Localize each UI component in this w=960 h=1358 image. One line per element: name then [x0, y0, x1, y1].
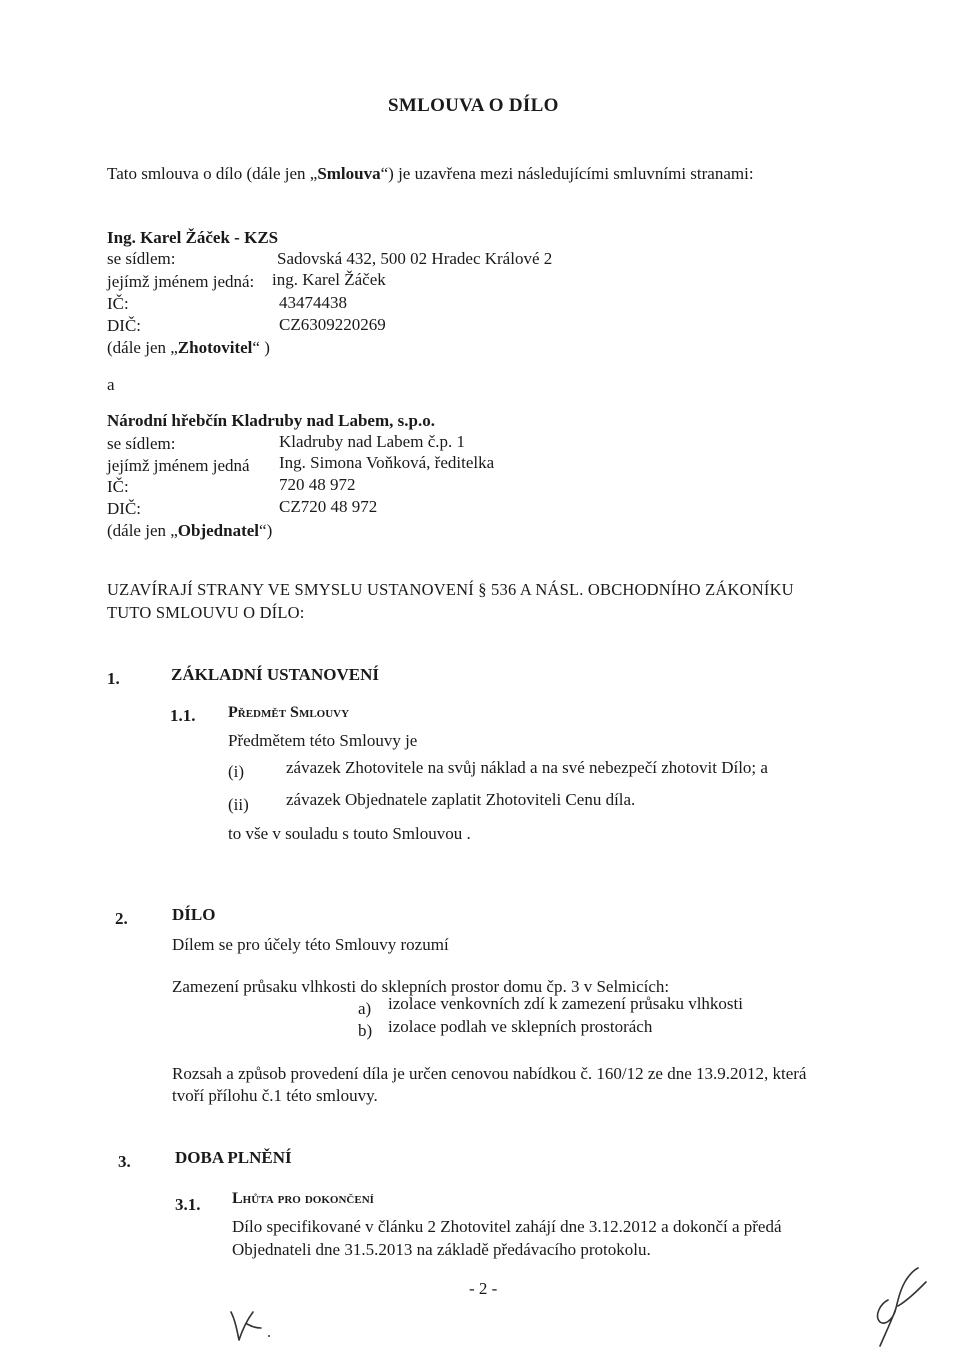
- section2-item-b-marker: b): [358, 1021, 373, 1040]
- initials-left: [225, 1306, 285, 1346]
- party2-seat-label: se sídlem:: [107, 434, 176, 453]
- party2-ic-value: 720 48 972: [279, 475, 356, 494]
- section1-1-lead: Předmětem této Smlouvy je: [228, 731, 418, 750]
- section3-1-title: Lhůta pro dokončení: [232, 1190, 374, 1207]
- conjunction: a: [107, 375, 115, 394]
- party2-alias: (dále jen „Objednatel“): [107, 521, 273, 540]
- party1-ic-label: IČ:: [107, 294, 129, 313]
- section1-1-title: Předmět Smlouvy: [228, 704, 350, 721]
- intro-paragraph: Tato smlouva o dílo (dále jen „Smlouva“) je uzavřena mezi následujícími smluvními stranami:: [107, 164, 754, 183]
- party1-alias: (dále jen „Zhotovitel“ ): [107, 338, 270, 357]
- page-number: - 2 -: [469, 1279, 498, 1298]
- party1-dic-label: DIČ:: [107, 316, 141, 335]
- section3-1-text-line-1: Dílo specifikované v článku 2 Zhotovitel zahájí dne 3.12.2012 a dokončí a předá: [232, 1217, 782, 1236]
- party1-seat-value: Sadovská 432, 500 02 Hradec Králové 2: [277, 249, 553, 268]
- section2-range-line-1: Rozsah a způsob provedení díla je určen cenovou nabídkou č. 160/12 ze dne 13.9.2012, která: [172, 1064, 807, 1083]
- party2-rep-label: jejímž jménem jedná: [107, 456, 250, 475]
- party2-name: Národní hřebčín Kladruby nad Labem, s.p.o.: [107, 411, 435, 430]
- section1-closing: to vše v souladu s touto Smlouvou .: [228, 824, 471, 843]
- section2-item-a-text: izolace venkovních zdí k zamezení průsaku vlhkosti: [388, 994, 743, 1013]
- section3-1-text-line-2: Objednateli dne 31.5.2013 na základě předávacího protokolu.: [232, 1240, 651, 1259]
- party2-dic-value: CZ720 48 972: [279, 497, 378, 516]
- party1-rep-label: jejímž jménem jedná:: [107, 272, 255, 291]
- section1-item-2-text: závazek Objednatele zaplatit Zhotoviteli Cenu díla.: [286, 790, 636, 809]
- section3-1-number: 3.1.: [175, 1195, 201, 1214]
- section2-range-line-2: tvoří přílohu č.1 této smlouvy.: [172, 1086, 378, 1105]
- section1-1-number: 1.1.: [170, 706, 196, 725]
- section2-number: 2.: [115, 909, 128, 928]
- section1-item-2-marker: (ii): [228, 795, 249, 814]
- agreement-line-2: TUTO SMLOUVU O DÍLO:: [107, 603, 305, 622]
- agreement-line-1: UZAVÍRAJÍ STRANY VE SMYSLU USTANOVENÍ § 536 A NÁSL. OBCHODNÍHO ZÁKONÍKU: [107, 580, 794, 599]
- party2-seat-value: Kladruby nad Labem č.p. 1: [279, 432, 465, 451]
- party2-ic-label: IČ:: [107, 477, 129, 496]
- section1-item-1-marker: (i): [228, 762, 245, 781]
- section1-title: ZÁKLADNÍ USTANOVENÍ: [171, 665, 379, 684]
- section2-title: DÍLO: [172, 905, 216, 924]
- party1-ic-value: 43474438: [279, 293, 347, 312]
- section1-number: 1.: [107, 669, 120, 688]
- party1-rep-value: ing. Karel Žáček: [272, 270, 386, 289]
- section3-title: DOBA PLNĚNÍ: [175, 1148, 292, 1167]
- section2-item-b-text: izolace podlah ve sklepních prostorách: [388, 1017, 653, 1036]
- party1-name: Ing. Karel Žáček - KZS: [107, 228, 279, 247]
- section1-item-1-text: závazek Zhotovitele na svůj náklad a na své nebezpečí zhotovit Dílo; a: [286, 758, 768, 777]
- signature-right: [858, 1260, 938, 1350]
- party1-dic-value: CZ6309220269: [279, 315, 386, 334]
- party1-seat-label: se sídlem:: [107, 249, 176, 268]
- section2-item-a-marker: a): [358, 999, 372, 1018]
- party2-dic-label: DIČ:: [107, 499, 141, 518]
- document-title: SMLOUVA O DÍLO: [388, 95, 559, 116]
- party2-rep-value: Ing. Simona Voňková, ředitelka: [279, 453, 495, 472]
- section2-lead: Dílem se pro účely této Smlouvy rozumí: [172, 935, 449, 954]
- section2-scope: Zamezení průsaku vlhkosti do sklepních prostor domu čp. 3 v Selmicích:: [172, 977, 670, 996]
- section3-number: 3.: [118, 1152, 131, 1171]
